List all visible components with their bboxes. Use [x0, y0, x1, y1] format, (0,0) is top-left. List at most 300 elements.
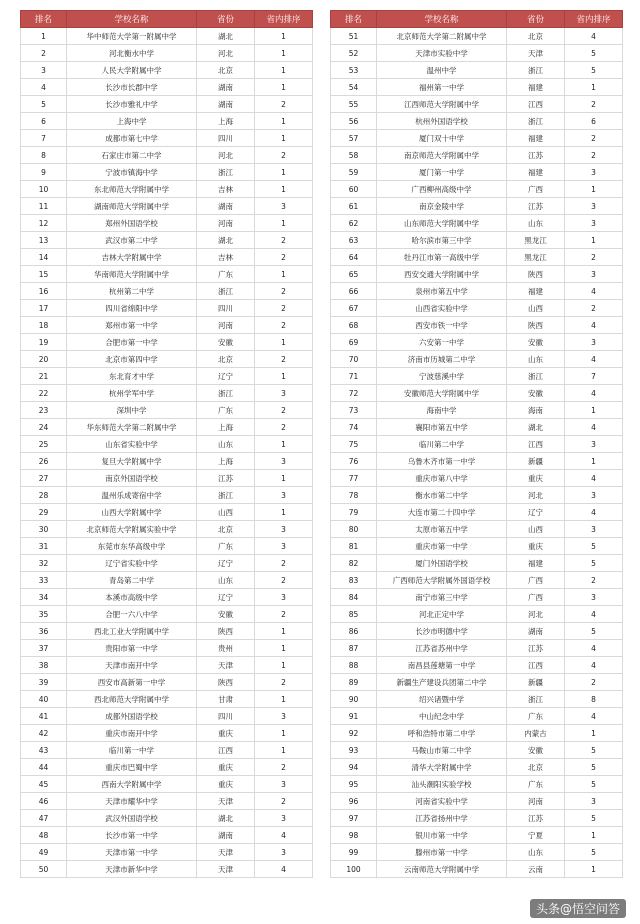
table-row	[331, 521, 623, 538]
cell-school: 汕头潮阳实验学校	[377, 776, 507, 793]
cell-rank: 19	[21, 334, 67, 351]
table-row	[331, 657, 623, 674]
table-row	[21, 351, 313, 368]
cell-province: 浙江	[197, 487, 255, 504]
header-province-rank: 省内排序	[255, 11, 313, 28]
cell-province-rank: 3	[565, 589, 623, 606]
cell-province-rank: 2	[255, 283, 313, 300]
cell-school: 重庆市巴蜀中学	[67, 759, 197, 776]
cell-province-rank: 3	[255, 453, 313, 470]
cell-rank: 99	[331, 844, 377, 861]
cell-province: 浙江	[507, 62, 565, 79]
cell-province-rank: 1	[255, 266, 313, 283]
table-row	[331, 62, 623, 79]
cell-province: 安徽	[197, 334, 255, 351]
cell-rank: 41	[21, 708, 67, 725]
cell-school: 天津市新华中学	[67, 861, 197, 878]
header-province-rank: 省内排序	[565, 11, 623, 28]
cell-province: 宁夏	[507, 827, 565, 844]
cell-province-rank: 3	[565, 266, 623, 283]
header-school: 学校名称	[377, 11, 507, 28]
table-row	[21, 317, 313, 334]
cell-province-rank: 1	[565, 725, 623, 742]
cell-school: 四川省绵阳中学	[67, 300, 197, 317]
cell-school: 西南大学附属中学	[67, 776, 197, 793]
cell-rank: 53	[331, 62, 377, 79]
header-school: 学校名称	[67, 11, 197, 28]
cell-province: 上海	[197, 453, 255, 470]
cell-province: 山东	[507, 844, 565, 861]
cell-rank: 12	[21, 215, 67, 232]
cell-school: 临川第一中学	[67, 742, 197, 759]
table-row	[331, 300, 623, 317]
cell-rank: 80	[331, 521, 377, 538]
table-row	[331, 555, 623, 572]
cell-school: 华南师范大学附属中学	[67, 266, 197, 283]
table-row	[331, 572, 623, 589]
cell-province: 天津	[507, 45, 565, 62]
cell-province-rank: 3	[255, 844, 313, 861]
ranking-table-right	[330, 10, 623, 878]
cell-province-rank: 1	[565, 861, 623, 878]
cell-province: 山西	[507, 521, 565, 538]
table-row	[21, 181, 313, 198]
cell-province-rank: 2	[255, 147, 313, 164]
table-row	[331, 96, 623, 113]
cell-rank: 72	[331, 385, 377, 402]
cell-province: 安徽	[507, 334, 565, 351]
table-row	[21, 419, 313, 436]
cell-rank: 35	[21, 606, 67, 623]
cell-province-rank: 4	[255, 827, 313, 844]
cell-province: 贵州	[197, 640, 255, 657]
cell-rank: 36	[21, 623, 67, 640]
cell-province-rank: 1	[255, 725, 313, 742]
table-row	[331, 606, 623, 623]
cell-province-rank: 2	[565, 147, 623, 164]
cell-school: 温州中学	[377, 62, 507, 79]
table-row	[331, 504, 623, 521]
table-row	[331, 79, 623, 96]
cell-school: 武汉市第二中学	[67, 232, 197, 249]
table-row	[331, 691, 623, 708]
cell-school: 东北师范大学附属中学	[67, 181, 197, 198]
table-row	[331, 742, 623, 759]
cell-province-rank: 1	[565, 181, 623, 198]
cell-rank: 11	[21, 198, 67, 215]
cell-province: 广西	[507, 589, 565, 606]
cell-rank: 79	[331, 504, 377, 521]
cell-school: 西北师范大学附属中学	[67, 691, 197, 708]
cell-rank: 67	[331, 300, 377, 317]
cell-province: 河北	[507, 487, 565, 504]
cell-rank: 5	[21, 96, 67, 113]
cell-province: 甘肃	[197, 691, 255, 708]
cell-province: 湖南	[507, 623, 565, 640]
cell-province-rank: 3	[565, 198, 623, 215]
cell-school: 厦门双十中学	[377, 130, 507, 147]
cell-province: 江苏	[507, 147, 565, 164]
cell-rank: 62	[331, 215, 377, 232]
cell-province-rank: 2	[255, 317, 313, 334]
cell-province-rank: 1	[255, 113, 313, 130]
cell-province-rank: 8	[565, 691, 623, 708]
table-row	[21, 300, 313, 317]
cell-school: 合肥市第一中学	[67, 334, 197, 351]
table-row	[21, 521, 313, 538]
table-row	[21, 198, 313, 215]
cell-province-rank: 1	[255, 334, 313, 351]
cell-province: 四川	[197, 130, 255, 147]
table-row	[331, 28, 623, 45]
cell-school: 温州乐成寄宿中学	[67, 487, 197, 504]
cell-province: 浙江	[507, 113, 565, 130]
cell-school: 泉州市第五中学	[377, 283, 507, 300]
cell-province: 内蒙古	[507, 725, 565, 742]
cell-province: 吉林	[197, 181, 255, 198]
cell-province: 天津	[197, 844, 255, 861]
cell-province: 北京	[197, 351, 255, 368]
cell-school: 东北育才中学	[67, 368, 197, 385]
cell-province-rank: 1	[255, 504, 313, 521]
cell-province: 海南	[507, 402, 565, 419]
cell-province-rank: 2	[255, 793, 313, 810]
cell-province: 四川	[197, 300, 255, 317]
cell-rank: 96	[331, 793, 377, 810]
table-row	[21, 113, 313, 130]
cell-province-rank: 2	[255, 249, 313, 266]
table-row	[21, 79, 313, 96]
cell-rank: 17	[21, 300, 67, 317]
cell-province-rank: 5	[565, 538, 623, 555]
cell-rank: 63	[331, 232, 377, 249]
cell-province: 辽宁	[197, 368, 255, 385]
table-row	[331, 759, 623, 776]
cell-province-rank: 3	[255, 776, 313, 793]
cell-province: 湖北	[197, 28, 255, 45]
cell-school: 厦门第一中学	[377, 164, 507, 181]
table-row	[331, 266, 623, 283]
table-row	[21, 266, 313, 283]
cell-province: 湖南	[197, 79, 255, 96]
cell-school: 人民大学附属中学	[67, 62, 197, 79]
cell-rank: 14	[21, 249, 67, 266]
watermark: 头条@悟空问答	[530, 899, 626, 918]
table-row	[331, 402, 623, 419]
cell-province: 河北	[197, 45, 255, 62]
cell-province: 北京	[197, 521, 255, 538]
header-rank: 排名	[331, 11, 377, 28]
cell-province-rank: 3	[255, 589, 313, 606]
cell-rank: 56	[331, 113, 377, 130]
cell-school: 大连市第二十四中学	[377, 504, 507, 521]
cell-school: 广西师范大学附属外国语学校	[377, 572, 507, 589]
cell-province-rank: 1	[255, 215, 313, 232]
cell-rank: 23	[21, 402, 67, 419]
cell-province: 广东	[507, 776, 565, 793]
cell-province-rank: 3	[255, 198, 313, 215]
cell-rank: 97	[331, 810, 377, 827]
cell-rank: 91	[331, 708, 377, 725]
cell-rank: 37	[21, 640, 67, 657]
cell-province-rank: 4	[565, 708, 623, 725]
table-row	[331, 130, 623, 147]
cell-province: 浙江	[507, 368, 565, 385]
cell-school: 清华大学附属中学	[377, 759, 507, 776]
cell-school: 江西师范大学附属中学	[377, 96, 507, 113]
cell-province: 江西	[507, 436, 565, 453]
cell-province: 黑龙江	[507, 249, 565, 266]
cell-rank: 6	[21, 113, 67, 130]
table-row	[21, 742, 313, 759]
cell-rank: 47	[21, 810, 67, 827]
cell-province-rank: 2	[255, 555, 313, 572]
table-header-row	[331, 11, 623, 28]
cell-province-rank: 1	[255, 368, 313, 385]
cell-rank: 89	[331, 674, 377, 691]
cell-school: 河北衡水中学	[67, 45, 197, 62]
table-row	[21, 487, 313, 504]
cell-province-rank: 5	[565, 776, 623, 793]
cell-school: 贵阳市第一中学	[67, 640, 197, 657]
cell-school: 合肥一六八中学	[67, 606, 197, 623]
cell-rank: 10	[21, 181, 67, 198]
table-row	[21, 674, 313, 691]
cell-rank: 64	[331, 249, 377, 266]
cell-school: 滕州市第一中学	[377, 844, 507, 861]
table-row	[21, 572, 313, 589]
cell-school: 北京市第四中学	[67, 351, 197, 368]
cell-province-rank: 3	[255, 385, 313, 402]
cell-province: 新疆	[507, 453, 565, 470]
cell-province: 福建	[507, 555, 565, 572]
cell-school: 南京金陵中学	[377, 198, 507, 215]
table-row	[331, 436, 623, 453]
table-row	[331, 181, 623, 198]
cell-province-rank: 3	[255, 708, 313, 725]
cell-province: 新疆	[507, 674, 565, 691]
table-row	[331, 810, 623, 827]
cell-school: 北京师范大学第二附属中学	[377, 28, 507, 45]
table-row	[21, 385, 313, 402]
table-row	[21, 776, 313, 793]
cell-province: 天津	[197, 793, 255, 810]
cell-province-rank: 1	[255, 79, 313, 96]
cell-province-rank: 6	[565, 113, 623, 130]
cell-province: 辽宁	[197, 555, 255, 572]
cell-school: 吉林大学附属中学	[67, 249, 197, 266]
cell-school: 临川第二中学	[377, 436, 507, 453]
cell-province: 辽宁	[507, 504, 565, 521]
cell-province: 山西	[507, 300, 565, 317]
table-row	[21, 62, 313, 79]
cell-rank: 7	[21, 130, 67, 147]
cell-province: 湖北	[197, 810, 255, 827]
cell-school: 绍兴诸暨中学	[377, 691, 507, 708]
cell-province: 山东	[197, 572, 255, 589]
cell-rank: 65	[331, 266, 377, 283]
table-row	[331, 827, 623, 844]
cell-province: 湖南	[197, 827, 255, 844]
cell-rank: 92	[331, 725, 377, 742]
cell-province: 北京	[197, 62, 255, 79]
cell-province: 湖北	[507, 419, 565, 436]
cell-province-rank: 3	[565, 164, 623, 181]
cell-school: 襄阳市第五中学	[377, 419, 507, 436]
cell-rank: 88	[331, 657, 377, 674]
cell-school: 衡水市第二中学	[377, 487, 507, 504]
cell-rank: 2	[21, 45, 67, 62]
cell-rank: 24	[21, 419, 67, 436]
cell-province: 江西	[507, 657, 565, 674]
table-row	[331, 334, 623, 351]
table-row	[21, 283, 313, 300]
table-row	[21, 606, 313, 623]
cell-rank: 46	[21, 793, 67, 810]
table-row	[331, 725, 623, 742]
cell-province-rank: 2	[255, 759, 313, 776]
table-row	[331, 198, 623, 215]
cell-school: 天津市南开中学	[67, 657, 197, 674]
cell-rank: 21	[21, 368, 67, 385]
cell-rank: 74	[331, 419, 377, 436]
cell-province-rank: 2	[255, 96, 313, 113]
cell-school: 西安交通大学附属中学	[377, 266, 507, 283]
cell-rank: 71	[331, 368, 377, 385]
cell-province: 陕西	[197, 674, 255, 691]
cell-rank: 20	[21, 351, 67, 368]
header-rank: 排名	[21, 11, 67, 28]
table-row	[21, 504, 313, 521]
cell-school: 厦门外国语学校	[377, 555, 507, 572]
cell-rank: 73	[331, 402, 377, 419]
cell-rank: 52	[331, 45, 377, 62]
cell-province-rank: 5	[565, 62, 623, 79]
cell-school: 山东师范大学附属中学	[377, 215, 507, 232]
cell-province-rank: 3	[565, 793, 623, 810]
cell-rank: 93	[331, 742, 377, 759]
cell-province-rank: 4	[565, 504, 623, 521]
table-row	[21, 96, 313, 113]
cell-province: 江苏	[507, 198, 565, 215]
cell-rank: 66	[331, 283, 377, 300]
cell-school: 华东师范大学第二附属中学	[67, 419, 197, 436]
cell-province-rank: 5	[565, 844, 623, 861]
cell-province-rank: 3	[565, 521, 623, 538]
cell-school: 南昌县莲塘第一中学	[377, 657, 507, 674]
table-row	[331, 844, 623, 861]
cell-rank: 55	[331, 96, 377, 113]
table-row	[331, 589, 623, 606]
table-row	[21, 810, 313, 827]
cell-province-rank: 1	[565, 79, 623, 96]
cell-rank: 86	[331, 623, 377, 640]
cell-school: 河南省实验中学	[377, 793, 507, 810]
cell-province: 福建	[507, 164, 565, 181]
cell-rank: 32	[21, 555, 67, 572]
cell-province-rank: 4	[565, 283, 623, 300]
cell-school: 复旦大学附属中学	[67, 453, 197, 470]
cell-rank: 27	[21, 470, 67, 487]
cell-school: 北京师范大学附属实验中学	[67, 521, 197, 538]
cell-school: 郑州外国语学校	[67, 215, 197, 232]
cell-province: 山东	[507, 351, 565, 368]
cell-rank: 95	[331, 776, 377, 793]
cell-province: 天津	[197, 657, 255, 674]
cell-province-rank: 3	[255, 521, 313, 538]
table-row	[331, 317, 623, 334]
cell-school: 南京外国语学校	[67, 470, 197, 487]
cell-province-rank: 5	[565, 810, 623, 827]
cell-rank: 1	[21, 28, 67, 45]
cell-school: 福州第一中学	[377, 79, 507, 96]
table-body-left	[21, 28, 313, 878]
cell-province: 河南	[507, 793, 565, 810]
cell-province: 重庆	[197, 725, 255, 742]
table-row	[21, 334, 313, 351]
cell-province-rank: 4	[565, 351, 623, 368]
cell-province: 山东	[507, 215, 565, 232]
table-row	[21, 640, 313, 657]
cell-school: 杭州外国语学校	[377, 113, 507, 130]
table-row	[21, 589, 313, 606]
cell-school: 江苏省扬州中学	[377, 810, 507, 827]
cell-school: 新疆生产建设兵团第二中学	[377, 674, 507, 691]
cell-province-rank: 2	[565, 674, 623, 691]
table-row	[21, 793, 313, 810]
cell-province: 上海	[197, 419, 255, 436]
cell-province: 陕西	[197, 623, 255, 640]
cell-rank: 29	[21, 504, 67, 521]
cell-province: 河北	[197, 147, 255, 164]
cell-school: 青岛第二中学	[67, 572, 197, 589]
cell-province-rank: 5	[565, 623, 623, 640]
cell-school: 马鞍山市第二中学	[377, 742, 507, 759]
cell-province: 福建	[507, 79, 565, 96]
cell-province: 黑龙江	[507, 232, 565, 249]
table-row	[21, 827, 313, 844]
table-row	[21, 436, 313, 453]
cell-school: 东莞市东华高级中学	[67, 538, 197, 555]
table-row	[331, 861, 623, 878]
cell-province: 山西	[197, 504, 255, 521]
cell-rank: 26	[21, 453, 67, 470]
cell-province: 陕西	[507, 317, 565, 334]
cell-school: 长沙市雅礼中学	[67, 96, 197, 113]
cell-province-rank: 4	[565, 28, 623, 45]
cell-province: 河北	[507, 606, 565, 623]
cell-province-rank: 3	[565, 334, 623, 351]
cell-province: 陕西	[507, 266, 565, 283]
cell-school: 山东省实验中学	[67, 436, 197, 453]
cell-province-rank: 2	[255, 300, 313, 317]
cell-school: 天津市耀华中学	[67, 793, 197, 810]
cell-rank: 75	[331, 436, 377, 453]
table-row	[21, 28, 313, 45]
cell-province-rank: 4	[255, 861, 313, 878]
cell-school: 济南市历城第二中学	[377, 351, 507, 368]
cell-rank: 90	[331, 691, 377, 708]
cell-province: 湖北	[197, 232, 255, 249]
cell-province-rank: 2	[255, 402, 313, 419]
cell-province-rank: 4	[565, 385, 623, 402]
cell-province: 重庆	[197, 759, 255, 776]
table-row	[21, 215, 313, 232]
cell-province: 广西	[507, 181, 565, 198]
cell-rank: 77	[331, 470, 377, 487]
table-row	[331, 249, 623, 266]
cell-school: 呼和浩特市第二中学	[377, 725, 507, 742]
